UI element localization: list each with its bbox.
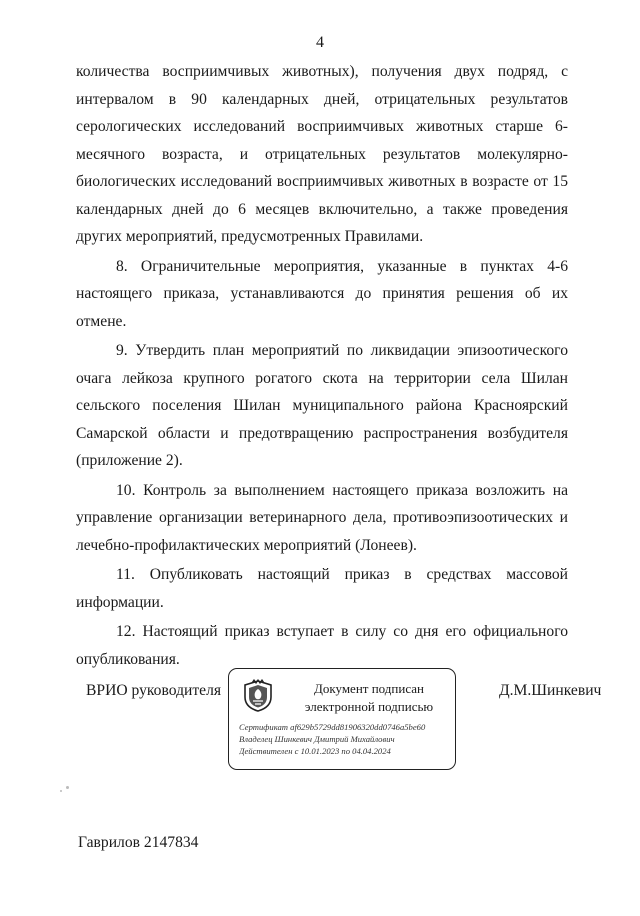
signer-name: Д.М.Шинкевич [499,682,602,699]
paragraph-12: 12. Настоящий приказ вступает в силу со дня его официального опубликования. [76,623,568,668]
signature-block [0,668,640,778]
document-body [76,58,568,673]
esign-certificate: Сертификат af629b5729dd81906320dd0746a5be60 [239,722,426,732]
electronic-signature-stamp [228,668,456,770]
esign-title-line1: Документ подписан [314,681,424,696]
scan-speck [60,790,62,792]
esign-title-line2: электронной подписью [304,699,434,714]
paragraph-8: 8. Ограничительные мероприятия, указанные в пунктах 4-6 настоящего приказа, устанавливаются до принятия решения об их отмене. [76,257,568,330]
paragraph-10: 10. Контроль за выполнением настоящего приказа возложить на управление организации ветеринарного дела, противоэпизоотических и лечебно-профилактических мероприятий (Лонеев). [76,481,568,554]
paragraph-11: 11. Опубликовать настоящий приказ в средствах массовой информации. [76,566,568,611]
esign-owner: Владелец Шинкевич Дмитрий Михайлович [239,734,395,744]
samara-coat-of-arms-icon [241,679,275,713]
executor-info: Гаврилов 2147834 [78,834,199,851]
scan-speck [66,786,69,789]
paragraph-7-continued: количества восприимчивых животных), получения двух подряд, с интервалом в 90 календарных дней, отрицательных результатов серологических исследований восприимчивых животных старше 6-месячного возраста, и отрицательных результатов молекулярно-биологических исследований восприимчивых животных в возрасте от 15 календарных дней до 6 месяцев включительно, а также проведения других мероприятий, предусмотренных Правилами. [76,63,568,245]
paragraph-9: 9. Утвердить план мероприятий по ликвидации эпизоотического очага лейкоза крупного рогатого скота на территории села Шилан сельского поселения Шилан муниципального района Красноярский Самарской области и предотвращению распространения возбудителя (приложение 2). [76,342,568,469]
signer-position: ВРИО руководителя [86,682,222,699]
esign-details [239,721,453,757]
esign-title [287,680,451,716]
esign-validity: Действителен с 10.01.2023 по 04.04.2024 [239,746,391,756]
page-number: 4 [316,34,324,51]
